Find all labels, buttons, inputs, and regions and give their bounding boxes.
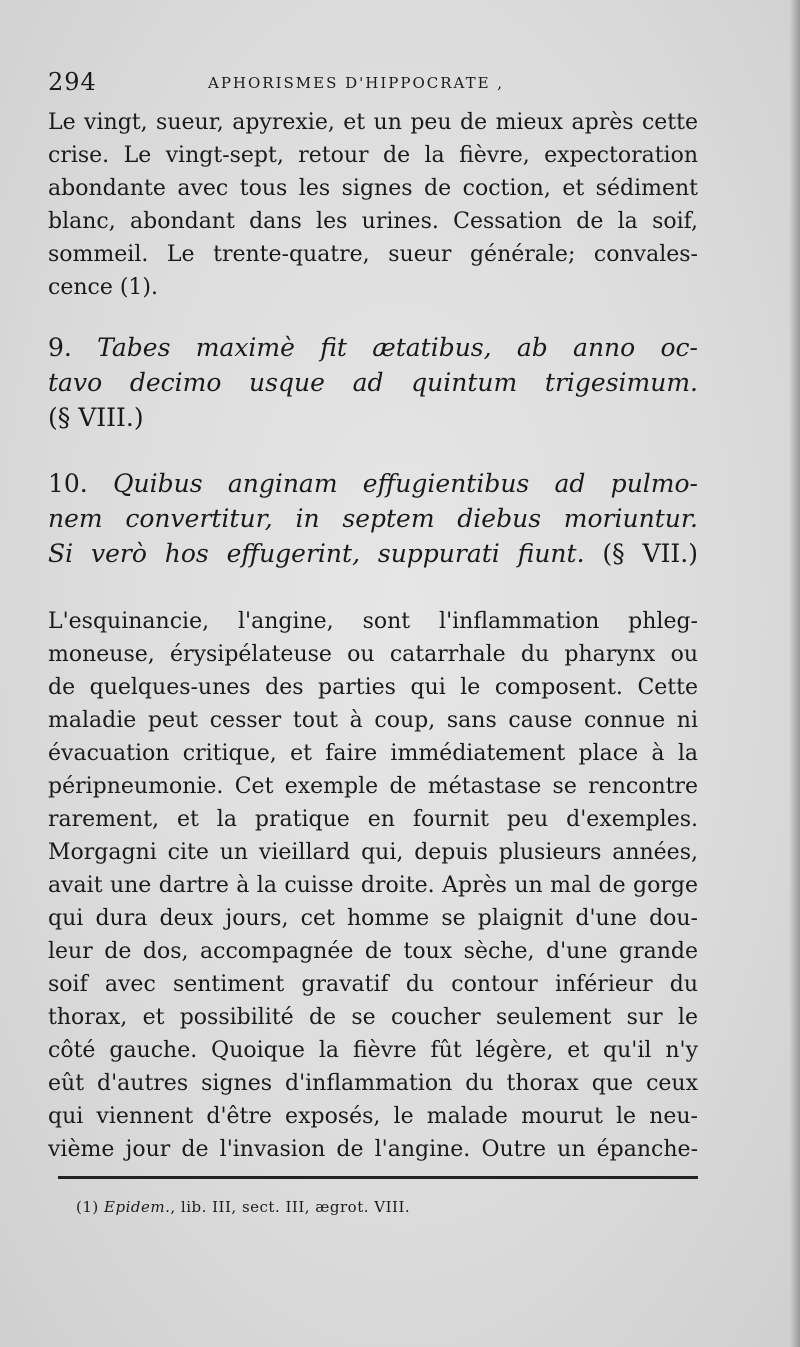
text-line: L'esquinancie, l'angine, sont l'inflammation phleg-	[48, 609, 698, 634]
aphorism-text: Quibus anginam effugientibus ad pulmo-	[113, 469, 698, 498]
text-line: avait une dartre à la cuisse droite. Après un mal de gorge	[48, 873, 698, 898]
aphorism-9	[48, 330, 698, 435]
text-line: côté gauche. Quoique la fièvre fût légère, et qu'il n'y	[48, 1038, 698, 1063]
text-line: soif avec sentiment gravatif du contour inférieur du	[48, 972, 698, 997]
aphorism-line	[48, 536, 698, 571]
text-line: qui viennent d'être exposés, le malade mourut le neu-	[48, 1104, 698, 1129]
aphorism-line: tavo decimo usque ad quintum trigesimum.	[48, 368, 698, 397]
text-line: qui dura deux jours, cet homme se plaignit d'une dou-	[48, 906, 698, 931]
page-number: 294	[48, 68, 97, 96]
text-line: moneuse, érysipélateuse ou catarrhale du pharynx ou	[48, 642, 698, 667]
text-line: crise. Le vingt-sept, retour de la fièvre, expectoration	[48, 143, 698, 168]
text-line: eût d'autres signes d'inflammation du thorax que ceux	[48, 1071, 698, 1096]
aphorism-10	[48, 466, 698, 571]
footnote-marker: (1)	[76, 1198, 99, 1216]
text-line: abondante avec tous les signes de coction, et sédiment	[48, 176, 698, 201]
text-line: vième jour de l'invasion de l'angine. Outre un épanche-	[48, 1137, 698, 1162]
section-reference: (§ VIII.)	[48, 403, 144, 432]
aphorism-text: Si verò hos effugerint, suppurati fiunt.	[48, 539, 585, 568]
page-header	[48, 68, 698, 102]
aphorism-line: nem convertitur, in septem diebus moriuntur.	[48, 504, 698, 533]
text-line: évacuation critique, et faire immédiatement place à la	[48, 741, 698, 766]
text-line: blanc, abondant dans les urines. Cessation de la soif,	[48, 209, 698, 234]
text-line: thorax, et possibilité de se coucher seulement sur le	[48, 1005, 698, 1030]
text-line: Morgagni cite un vieillard qui, depuis plusieurs années,	[48, 840, 698, 865]
footnote-detail: , lib. III, sect. III, ægrot. VIII.	[170, 1198, 411, 1216]
text-line: péripneumonie. Cet exemple de métastase se rencontre	[48, 774, 698, 799]
text-line: Le vingt, sueur, apyrexie, et un peu de mieux après cette	[48, 110, 698, 135]
page-edge-shadow	[790, 0, 800, 1347]
text-line: de quelques-unes des parties qui le composent. Cette	[48, 675, 698, 700]
aphorism-text: Tabes maximè fit ætatibus, ab anno oc-	[97, 333, 698, 362]
commentary-paragraph	[48, 605, 698, 1166]
aphorism-number: 10.	[48, 469, 88, 498]
aphorism-line	[48, 330, 698, 365]
aphorism-line	[48, 400, 698, 435]
footnote-rule	[58, 1176, 698, 1179]
aphorism-line	[48, 466, 698, 501]
text-line: maladie peut cesser tout à coup, sans cause connue ni	[48, 708, 698, 733]
text-line: cence (1).	[48, 275, 158, 300]
text-line: rarement, et la pratique en fournit peu d'exemples.	[48, 807, 698, 832]
paragraph-continuation	[48, 106, 698, 304]
running-title: APHORISMES D'HIPPOCRATE ,	[208, 74, 505, 92]
footnote-source: Epidem.	[104, 1198, 171, 1216]
footnote	[76, 1198, 410, 1216]
text-line: leur de dos, accompagnée de toux sèche, d'une grande	[48, 939, 698, 964]
text-line: sommeil. Le trente-quatre, sueur générale; convales-	[48, 242, 698, 267]
aphorism-number: 9.	[48, 333, 72, 362]
section-reference: (§ VII.)	[602, 539, 698, 568]
